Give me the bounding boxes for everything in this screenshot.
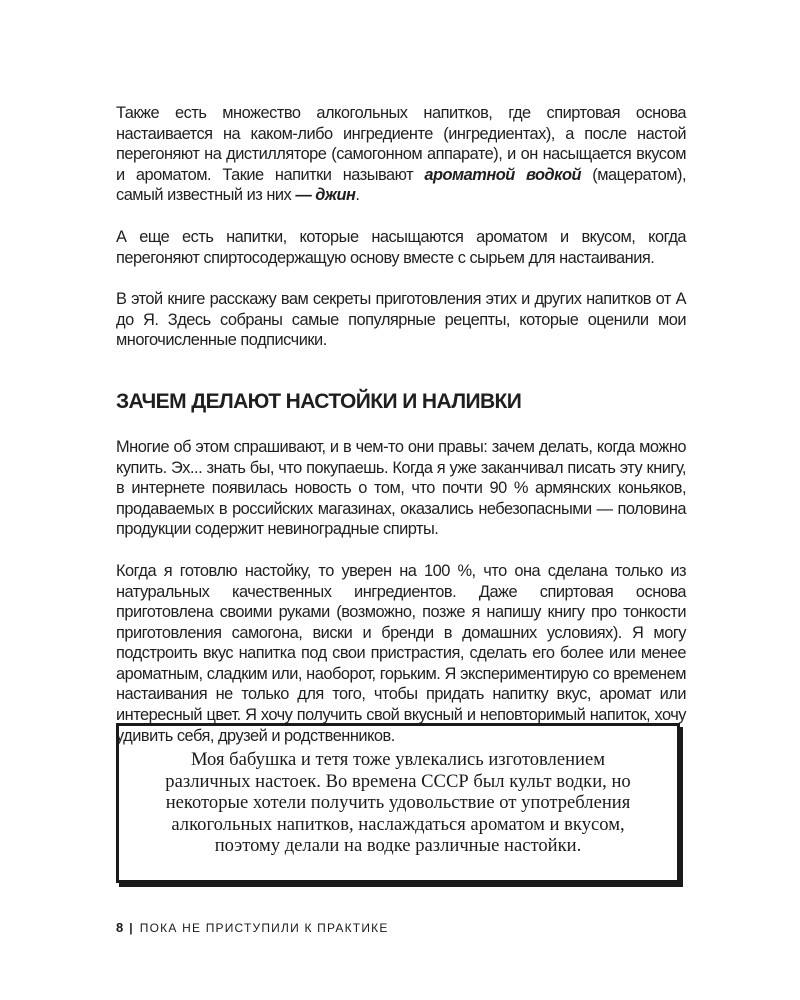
section-heading: ЗАЧЕМ ДЕЛАЮТ НАСТОЙКИ И НАЛИВКИ [116, 389, 522, 413]
section-paragraph-2: Когда я готовлю настойку, то уверен на 100 %, что она сделана только из натуральных качественных ингредиентов. Даже спиртовая основа приготовлена своими руками (возможно, позже я напишу книгу про тонкости приготовления самогона, виски и бренди в домашних условиях). Я могу подстроить вкус напитка под свои пристрастия, сделать его более или менее ароматным, сладким или, наоборот, горьким. Я экспериментирую со временем настаивания не только для того, чтобы придать напитку вкус, аромат или интересный цвет. Я хочу получить свой вкусный и неповторимый напиток, хочу удивить себя, друзей и родственников. [116, 561, 686, 745]
page-body [116, 103, 686, 746]
page-footer [116, 920, 389, 935]
quote-callout-box [116, 723, 680, 883]
intro-paragraph-2: А еще есть напитки, которые насыщаются ароматом и вкусом, когда перегоняют спиртосодержащую основу вместе с сырьем для настаивания. [116, 227, 686, 267]
term-aromatic-vodka: ароматной водкой [424, 165, 581, 184]
chapter-title: ПОКА НЕ ПРИСТУПИЛИ К ПРАКТИКЕ [139, 920, 389, 935]
footer-separator: | [129, 920, 134, 935]
intro-paragraph-1 [116, 103, 686, 206]
callout-text: Моя бабушка и тетя тоже увлекались изготовлением различных настоек. Во времена СССР был культ водки, но некоторые хотели получить удовольствие от употребления алкогольных напитков, наслаждаться ароматом и вкусом, поэтому делали на водке различные настойки. [165, 749, 631, 857]
section-paragraph-1: Многие об этом спрашивают, и в чем-то они правы: зачем делать, когда можно купить. Эх... знать бы, что покупаешь. Когда я уже заканчивал писать эту книгу, в интернете появилась новость о том, что почти 90 % армянских коньяков, продаваемых в российских магазинах, оказались небезопасными — половина продукции содержит невиноградные спирты. [116, 437, 686, 539]
intro-paragraph-3: В этой книге расскажу вам секреты приготовления этих и других напитков от А до Я. Здесь собраны самые популярные рецепты, которые оценили мои многочисленные подписчики. [116, 290, 686, 350]
intro-p1-text-c: . [355, 186, 360, 205]
term-gin: — джин [295, 186, 356, 205]
intro-p1-text-b: (мацератом), самый известный из них [116, 165, 687, 205]
intro-p1-text-a: Также есть множество алкогольных напитков, где спиртовая основа настаивается на каком-либо ингредиенте (ингредиентах), а после настой перегоняют на дистилляторе (самогонном аппарате), и он насыщается вкусом и ароматом. Такие напитки называют [116, 104, 686, 184]
page-number: 8 [116, 920, 124, 935]
